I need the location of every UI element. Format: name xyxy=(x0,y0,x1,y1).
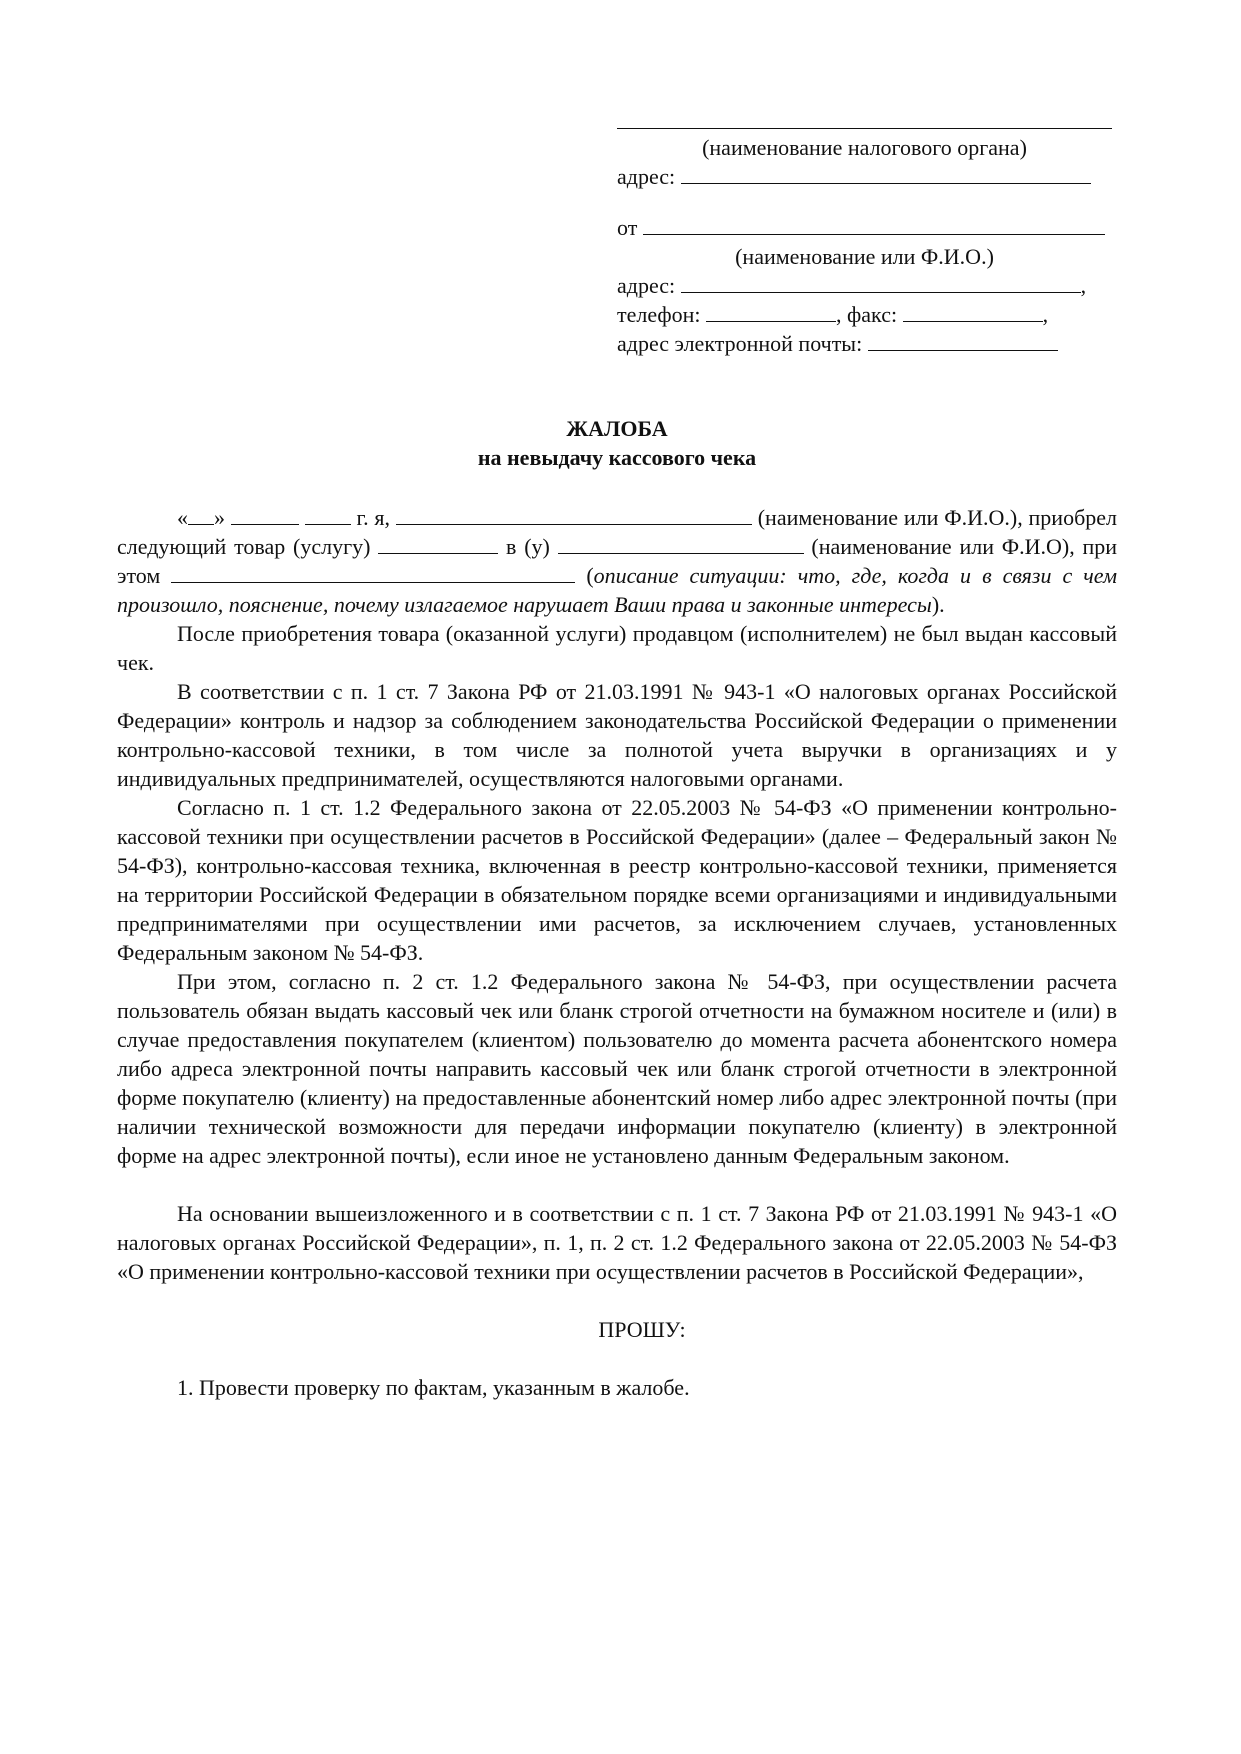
paragraph-law-943: В соответствии с п. 1 ст. 7 Закона РФ от 21.03.1991 № 943-1 «О налоговых органах Российской Федерации» контроль и надзор за соблюдением законодательства Российской Федерации о применении контрольно-кассовой техники, в том числе за полнотой учета выручки в организациях и у индивидуальных предпринимателей, осуществляются налоговыми органами. xyxy=(117,679,1117,791)
from-label: от xyxy=(617,215,638,240)
from-blank xyxy=(643,214,1105,235)
tax-authority-blank xyxy=(617,128,1112,129)
from-caption: (наименование или Ф.И.О.) xyxy=(735,244,994,269)
year-blank xyxy=(305,506,351,525)
email-blank xyxy=(868,330,1058,351)
sender-address-line xyxy=(617,271,1117,300)
day-blank xyxy=(188,506,214,525)
phone-fax-line xyxy=(617,300,1117,329)
phone-label: телефон: xyxy=(617,302,701,327)
fax-label: , факс: xyxy=(836,302,898,327)
document-title xyxy=(117,414,1117,472)
sender-address-blank xyxy=(681,272,1081,293)
tax-authority-caption: (наименование налогового органа) xyxy=(702,135,1027,160)
situation-hint: описание ситуации: что, где, когда и в связи с чем произошло, пояснение, почему излагаемое нарушает Ваши права и законные интересы xyxy=(117,563,1118,617)
paragraph-purchase: « » г. я, (наименование или Ф.И.О.), приобрел следующий товар (услугу) в (у) (наименование или Ф.И.О), при этом (описание ситуации: что, где, когда и в связи с чем произошло, пояснение, почему излагаемое нарушает Ваши права и законные интересы). xyxy=(117,505,1118,617)
phone-blank xyxy=(706,301,836,322)
sender-address-label: адрес: xyxy=(617,273,676,298)
email-label: адрес электронной почты: xyxy=(617,331,863,356)
fax-comma: , xyxy=(1042,302,1049,327)
sender-address-comma: , xyxy=(1080,273,1087,298)
request-heading: ПРОШУ: xyxy=(598,1317,686,1342)
goods-blank xyxy=(378,535,498,554)
email-line xyxy=(617,329,1117,358)
month-blank xyxy=(231,506,299,525)
title-main: ЖАЛОБА xyxy=(566,416,668,441)
paragraph-law-54fz: Согласно п. 1 ст. 1.2 Федерального закона от 22.05.2003 № 54-ФЗ «О применении контрольно-кассовой техники при осуществлении расчетов в Российской Федерации» (далее – Федеральный закон № 54-ФЗ), контрольно-кассовая техника, включенная в реестр контрольно-кассовой техники, применяется на территории Российской Федерации в обязательном порядке всеми организациями и индивидуальными предпринимателями при осуществлении ими расчетов, за исключением случаев, установленных Федеральным законом № 54-ФЗ. xyxy=(117,795,1117,965)
authority-address-blank xyxy=(681,163,1091,184)
addressee-block xyxy=(617,128,1117,358)
paragraph-obligation: При этом, согласно п. 2 ст. 1.2 Федерального закона № 54-ФЗ, при осуществлении расчета пользователь обязан выдать кассовый чек или бланк строгой отчетности на бумажном носителе и (или) в случае предоставления покупателем (клиентом) пользователю до момента расчета абонентского номера либо адреса электронной почты направить кассовый чек или бланк строгой отчетности в электронной форме покупателю (клиенту) на предоставленные абонентский номер либо адрес электронной почты (при наличии технической возможности для передачи информации покупателю (клиенту) в электронной форме на адрес электронной почты), если иное не установлено данным Федеральным законом. xyxy=(117,969,1117,1168)
document-body xyxy=(117,503,1117,1402)
situation-blank xyxy=(171,564,575,583)
authority-address-line xyxy=(617,162,1117,191)
paragraph-no-receipt: После приобретения товара (оказанной услуги) продавцом (исполнителем) не был выдан кассовый чек. xyxy=(117,621,1117,675)
applicant-blank xyxy=(396,506,752,525)
request-item-1: 1. Провести проверку по фактам, указанным в жалобе. xyxy=(177,1375,690,1400)
title-sub: на невыдачу кассового чека xyxy=(477,445,757,470)
authority-address-label: адрес: xyxy=(617,164,676,189)
from-line xyxy=(617,213,1117,242)
fax-blank xyxy=(903,301,1043,322)
seller-blank xyxy=(558,535,804,554)
paragraph-basis: На основании вышеизложенного и в соответствии с п. 1 ст. 7 Закона РФ от 21.03.1991 № 943-1 «О налоговых органах Российской Федерации», п. 1, п. 2 ст. 1.2 Федерального закона от 22.05.2003 № 54-ФЗ «О применении контрольно-кассовой техники при осуществлении расчетов в Российской Федерации», xyxy=(117,1201,1117,1284)
